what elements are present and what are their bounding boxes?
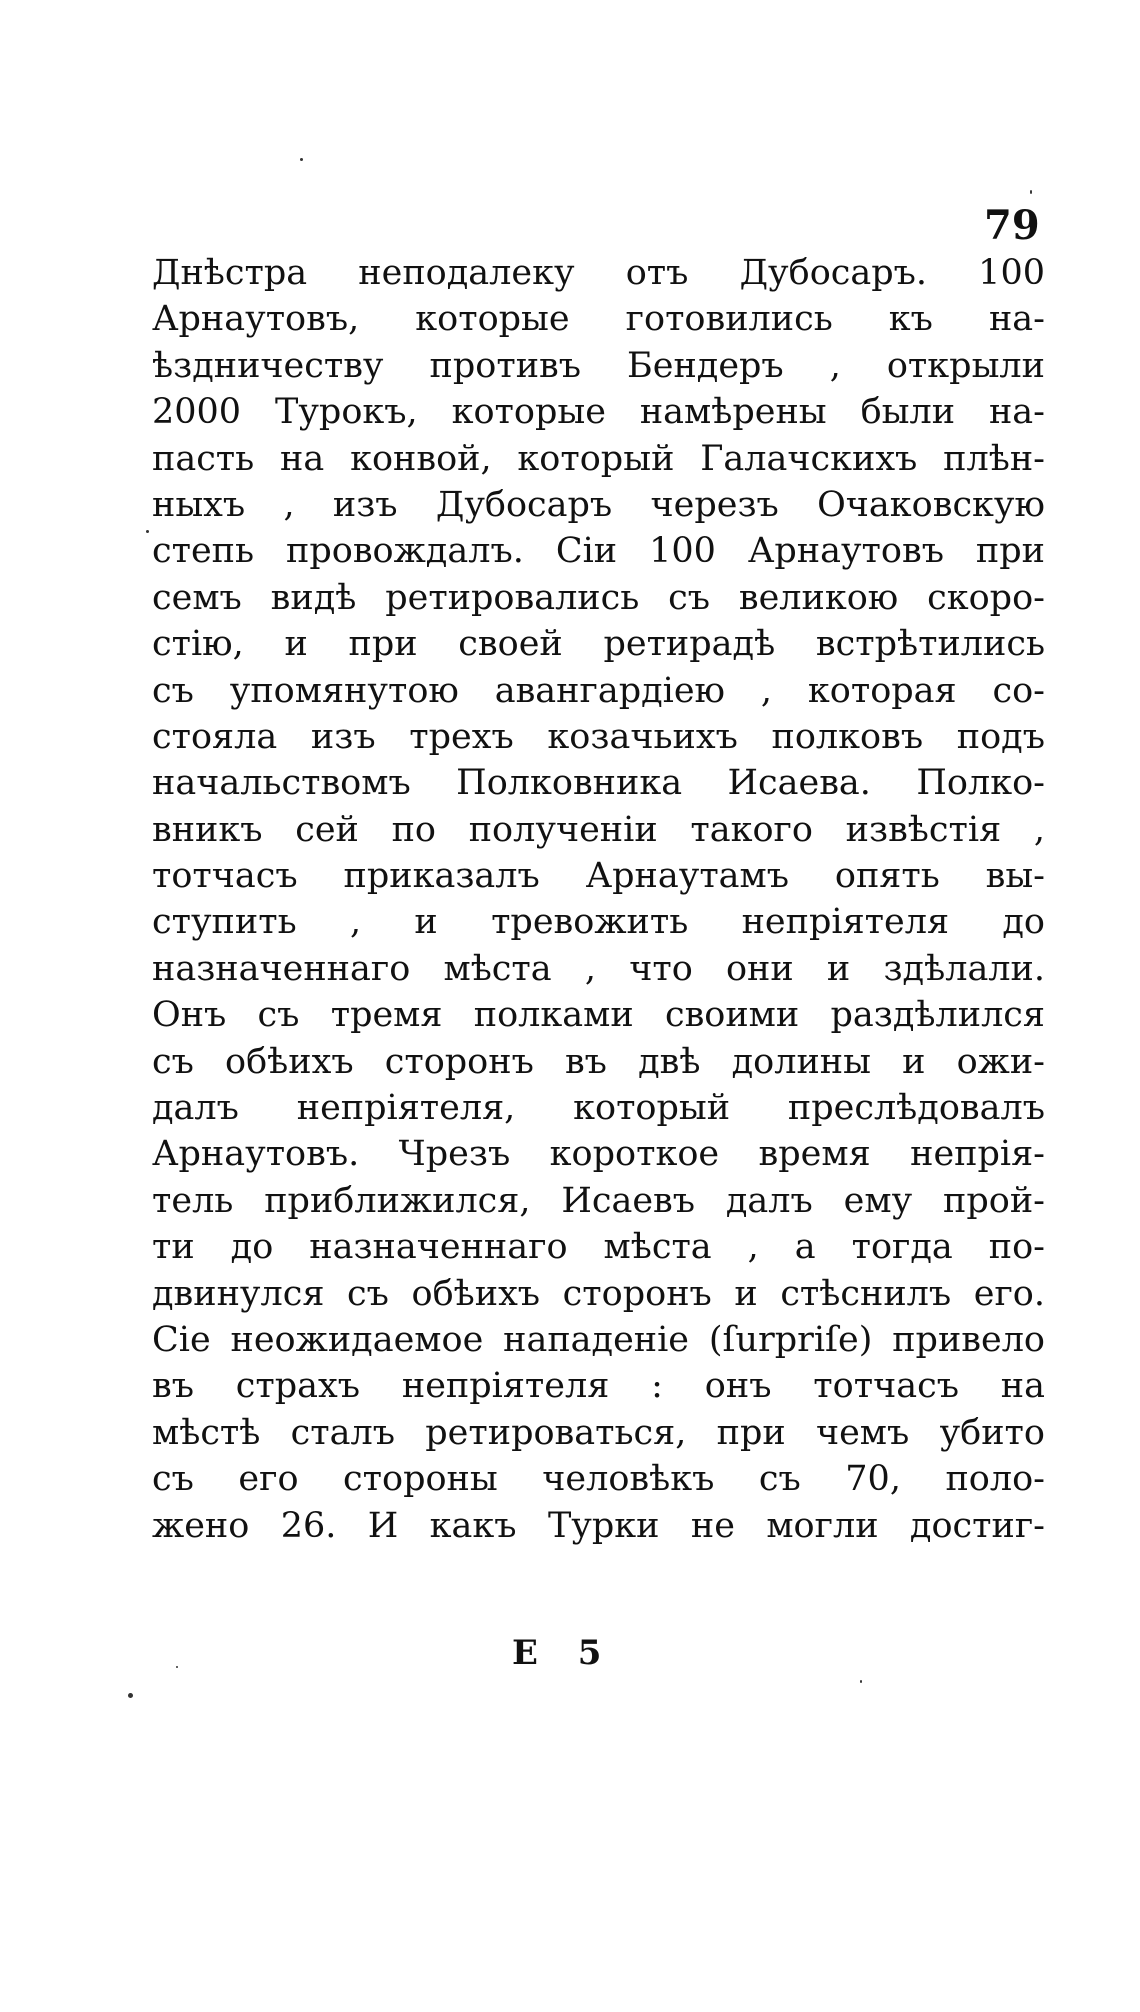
text-line: тотчасъ приказалъ Арнаутамъ опять вы- — [152, 856, 1045, 897]
text-line: пасть на конвой, который Галачскихъ плѣн- — [152, 438, 1045, 479]
text-line: съ его стороны человѣкъ съ 70, поло- — [152, 1459, 1045, 1500]
page-number: 79 — [984, 202, 1040, 249]
text-line: ныхъ , изъ Дубосаръ черезъ Очаковскую — [152, 484, 1045, 525]
text-line: Онъ съ тремя полками своими раздѣлился — [152, 995, 1045, 1036]
scan-speck — [1030, 190, 1032, 194]
signature-mark: Е 5 — [512, 1633, 616, 1673]
text-line: 2000 Турокъ, которые намѣрены были на- — [152, 392, 1045, 433]
text-line: степь провождалъ. Сіи 100 Арнаутовъ при — [152, 531, 1045, 572]
text-line: вникъ сей по полученіи такого извѣстія , — [152, 809, 1045, 850]
text-line: съ обѣихъ сторонъ въ двѣ долины и ожи- — [152, 1041, 1045, 1082]
scan-speck — [860, 1680, 862, 1683]
text-line: ѣздничеству противъ Бендеръ , открыли — [152, 345, 1045, 386]
text-line: ти до назначеннаго мѣста , а тогда по- — [152, 1227, 1045, 1268]
text-line: Днѣстра неподалеку отъ Дубосаръ. 100 — [152, 253, 1045, 293]
text-line: въ страхъ непріятеля : онъ тотчасъ на — [152, 1366, 1045, 1407]
scan-speck — [128, 1693, 133, 1698]
text-line: назначеннаго мѣста , что они и здѣлали. — [152, 948, 1045, 989]
text-line: ступить , и тревожить непріятеля до — [152, 902, 1045, 943]
text-line: съ упомянутою авангардіею , которая со- — [152, 670, 1045, 711]
text-line: далъ непріятеля, который преслѣдовалъ — [152, 1088, 1045, 1129]
text-line: Арнаутовъ. Чрезъ короткое время непрія- — [152, 1134, 1045, 1175]
text-line: жено 26. И какъ Турки не могли достиг- — [152, 1505, 1045, 1546]
scan-speck — [300, 158, 303, 161]
text-line: Сіе неожидаемое нападеніе (ſurpriſe) привело — [152, 1319, 1045, 1360]
text-line: Арнаутовъ, которые готовились къ на- — [152, 299, 1045, 340]
text-line: мѣстѣ сталъ ретироваться, при чемъ убито — [152, 1412, 1045, 1453]
body-text — [152, 250, 1045, 1549]
scan-speck — [176, 1666, 178, 1668]
text-line: начальствомъ Полковника Исаева. Полко- — [152, 763, 1045, 804]
text-line: семъ видѣ ретировались съ великою скоро- — [152, 577, 1045, 618]
text-line: стію, и при своей ретирадѣ встрѣтились — [152, 624, 1045, 665]
text-line: двинулся съ обѣихъ сторонъ и стѣснилъ его. — [152, 1273, 1045, 1314]
text-line: стояла изъ трехъ козачьихъ полковъ подъ — [152, 716, 1045, 757]
text-line: тель приближился, Исаевъ далъ ему прой- — [152, 1180, 1045, 1221]
scan-speck — [146, 530, 149, 533]
